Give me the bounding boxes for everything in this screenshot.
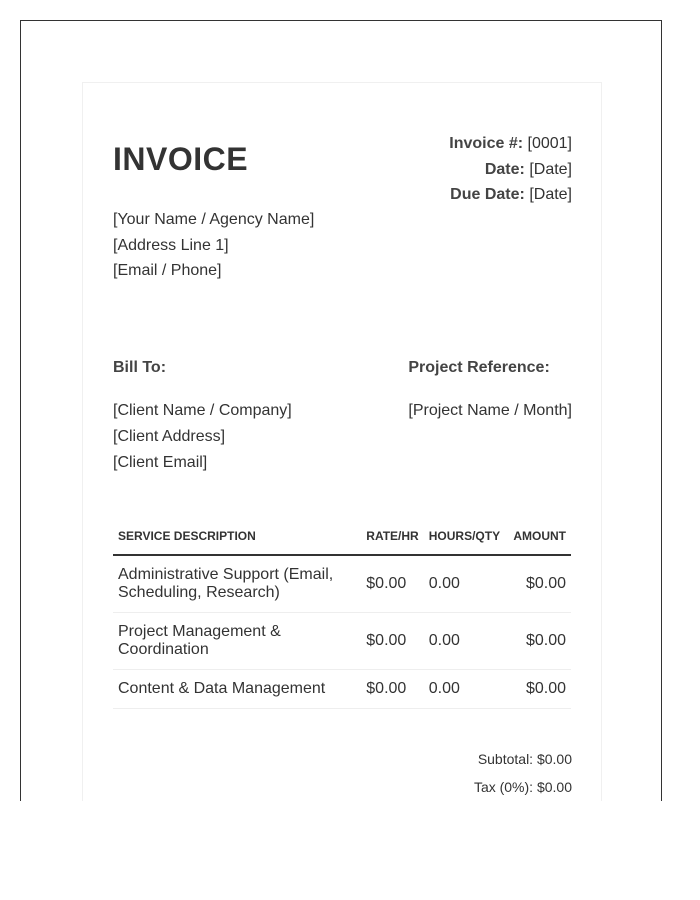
date-value: [Date] <box>529 160 572 178</box>
header-amount: AMOUNT <box>505 518 571 555</box>
row-rate: $0.00 <box>361 555 423 612</box>
bill-to-block <box>113 358 292 476</box>
row-hours: 0.00 <box>424 612 505 669</box>
row-hours: 0.00 <box>424 555 505 612</box>
invoice-number-label: Invoice #: <box>449 135 524 152</box>
row-rate: $0.00 <box>361 612 423 669</box>
due-date-value: [Date] <box>529 186 572 203</box>
row-amount: $0.00 <box>505 669 571 708</box>
table-row <box>113 555 571 612</box>
due-date-row <box>449 182 572 208</box>
sender-address: [Address Line 1] <box>113 236 229 254</box>
table-header-row <box>113 518 571 555</box>
row-description: Project Management & Coordination <box>113 612 361 669</box>
tax: Tax (0%): $0.00 <box>473 779 572 795</box>
services-table <box>113 518 571 709</box>
sender-name: [Your Name / Agency Name] <box>113 211 315 228</box>
row-amount: $0.00 <box>505 612 571 669</box>
document-frame <box>20 20 662 801</box>
client-address: [Client Address] <box>113 428 226 445</box>
invoice-number-row <box>449 131 572 157</box>
date-row <box>449 157 572 183</box>
totals-block <box>474 745 572 801</box>
header-service-description: SERVICE DESCRIPTION <box>113 518 361 555</box>
row-amount: $0.00 <box>505 555 571 612</box>
header-hours: HOURS/QTY <box>424 518 505 555</box>
row-rate: $0.00 <box>361 669 423 708</box>
bill-to-heading: Bill To: <box>113 359 167 376</box>
invoice-title: INVOICE <box>113 141 249 177</box>
project-reference-value: [Project Name / Month] <box>408 402 572 419</box>
header-rate: RATE/HR <box>361 518 423 555</box>
client-name: [Client Name / Company] <box>113 402 292 419</box>
row-hours: 0.00 <box>424 669 505 708</box>
invoice-number-value: [0001] <box>527 135 572 152</box>
due-date-label: Due Date: <box>450 186 525 203</box>
subtotal: Subtotal: $0.00 <box>477 751 572 767</box>
table-row <box>113 669 571 708</box>
table-row <box>113 612 571 669</box>
sender-block <box>113 207 314 284</box>
invoice-page <box>82 82 602 801</box>
project-reference-block <box>408 358 572 424</box>
row-description: Content & Data Management <box>113 669 361 708</box>
invoice-meta <box>449 131 572 208</box>
row-description: Administrative Support (Email, Scheduling, Research) <box>113 555 361 612</box>
project-reference-heading: Project Reference: <box>408 359 550 376</box>
client-email: [Client Email] <box>113 454 208 471</box>
sender-contact: [Email / Phone] <box>113 262 222 279</box>
date-label: Date: <box>484 160 525 178</box>
